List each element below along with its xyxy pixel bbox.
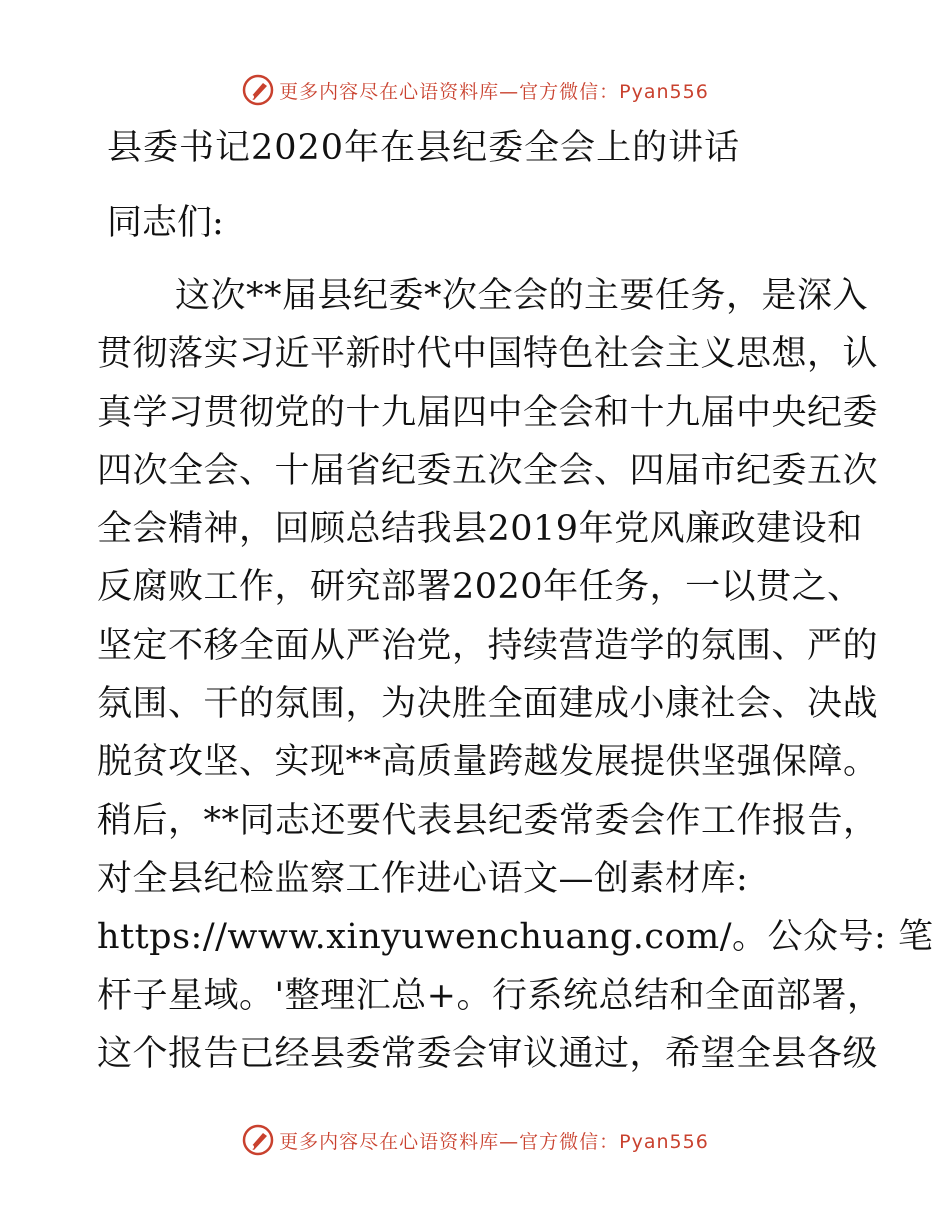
pen-logo-icon xyxy=(241,1123,275,1157)
body-line: 真学习贯彻党的十九届四中全会和十九届中央纪委 xyxy=(97,392,879,433)
header-watermark-banner xyxy=(0,70,950,110)
watermark-text: 更多内容尽在心语资料库—官方微信：Pyan556 xyxy=(279,1130,709,1153)
body-line: 氛围、干的氛围，为决胜全面建成小康社会、决战 xyxy=(97,684,879,725)
body-line: 脱贫攻坚、实现**高质量跨越发展提供坚强保障。 xyxy=(97,742,879,783)
body-line: https://www.xinyuwenchuang.com/。公众号: 笔 xyxy=(97,917,934,958)
document-body xyxy=(97,267,934,1083)
body-line: 这个报告已经县委常委会审议通过，希望全县各级 xyxy=(97,1033,879,1074)
body-line: 反腐败工作，研究部署2020年任务，一以贯之、 xyxy=(97,567,863,608)
watermark-text: 更多内容尽在心语资料库—官方微信：Pyan556 xyxy=(279,80,709,103)
body-line: 全会精神，回顾总结我县2019年党风廉政建设和 xyxy=(97,509,863,550)
body-line: 四次全会、十届省纪委五次全会、四届市纪委五次 xyxy=(97,450,879,491)
footer-watermark-banner xyxy=(0,1120,950,1160)
body-line: 对全县纪检监察工作进心语文—创素材库: xyxy=(97,858,749,899)
salutation: 同志们: xyxy=(107,203,224,243)
document-title: 县委书记2020年在县纪委全会上的讲话 xyxy=(107,128,741,168)
pen-logo-icon xyxy=(241,73,275,107)
body-line: 杆子星域。'整理汇总+。行系统总结和全面部署， xyxy=(97,975,883,1016)
body-line: 这次**届县纪委*次全会的主要任务，是深入 xyxy=(175,276,869,316)
body-line: 贯彻落实习近平新时代中国特色社会主义思想，认 xyxy=(97,334,879,375)
body-line: 稍后，**同志还要代表县纪委常委会作工作报告， xyxy=(97,800,879,841)
body-line: 坚定不移全面从严治党，持续营造学的氛围、严的 xyxy=(97,625,879,666)
